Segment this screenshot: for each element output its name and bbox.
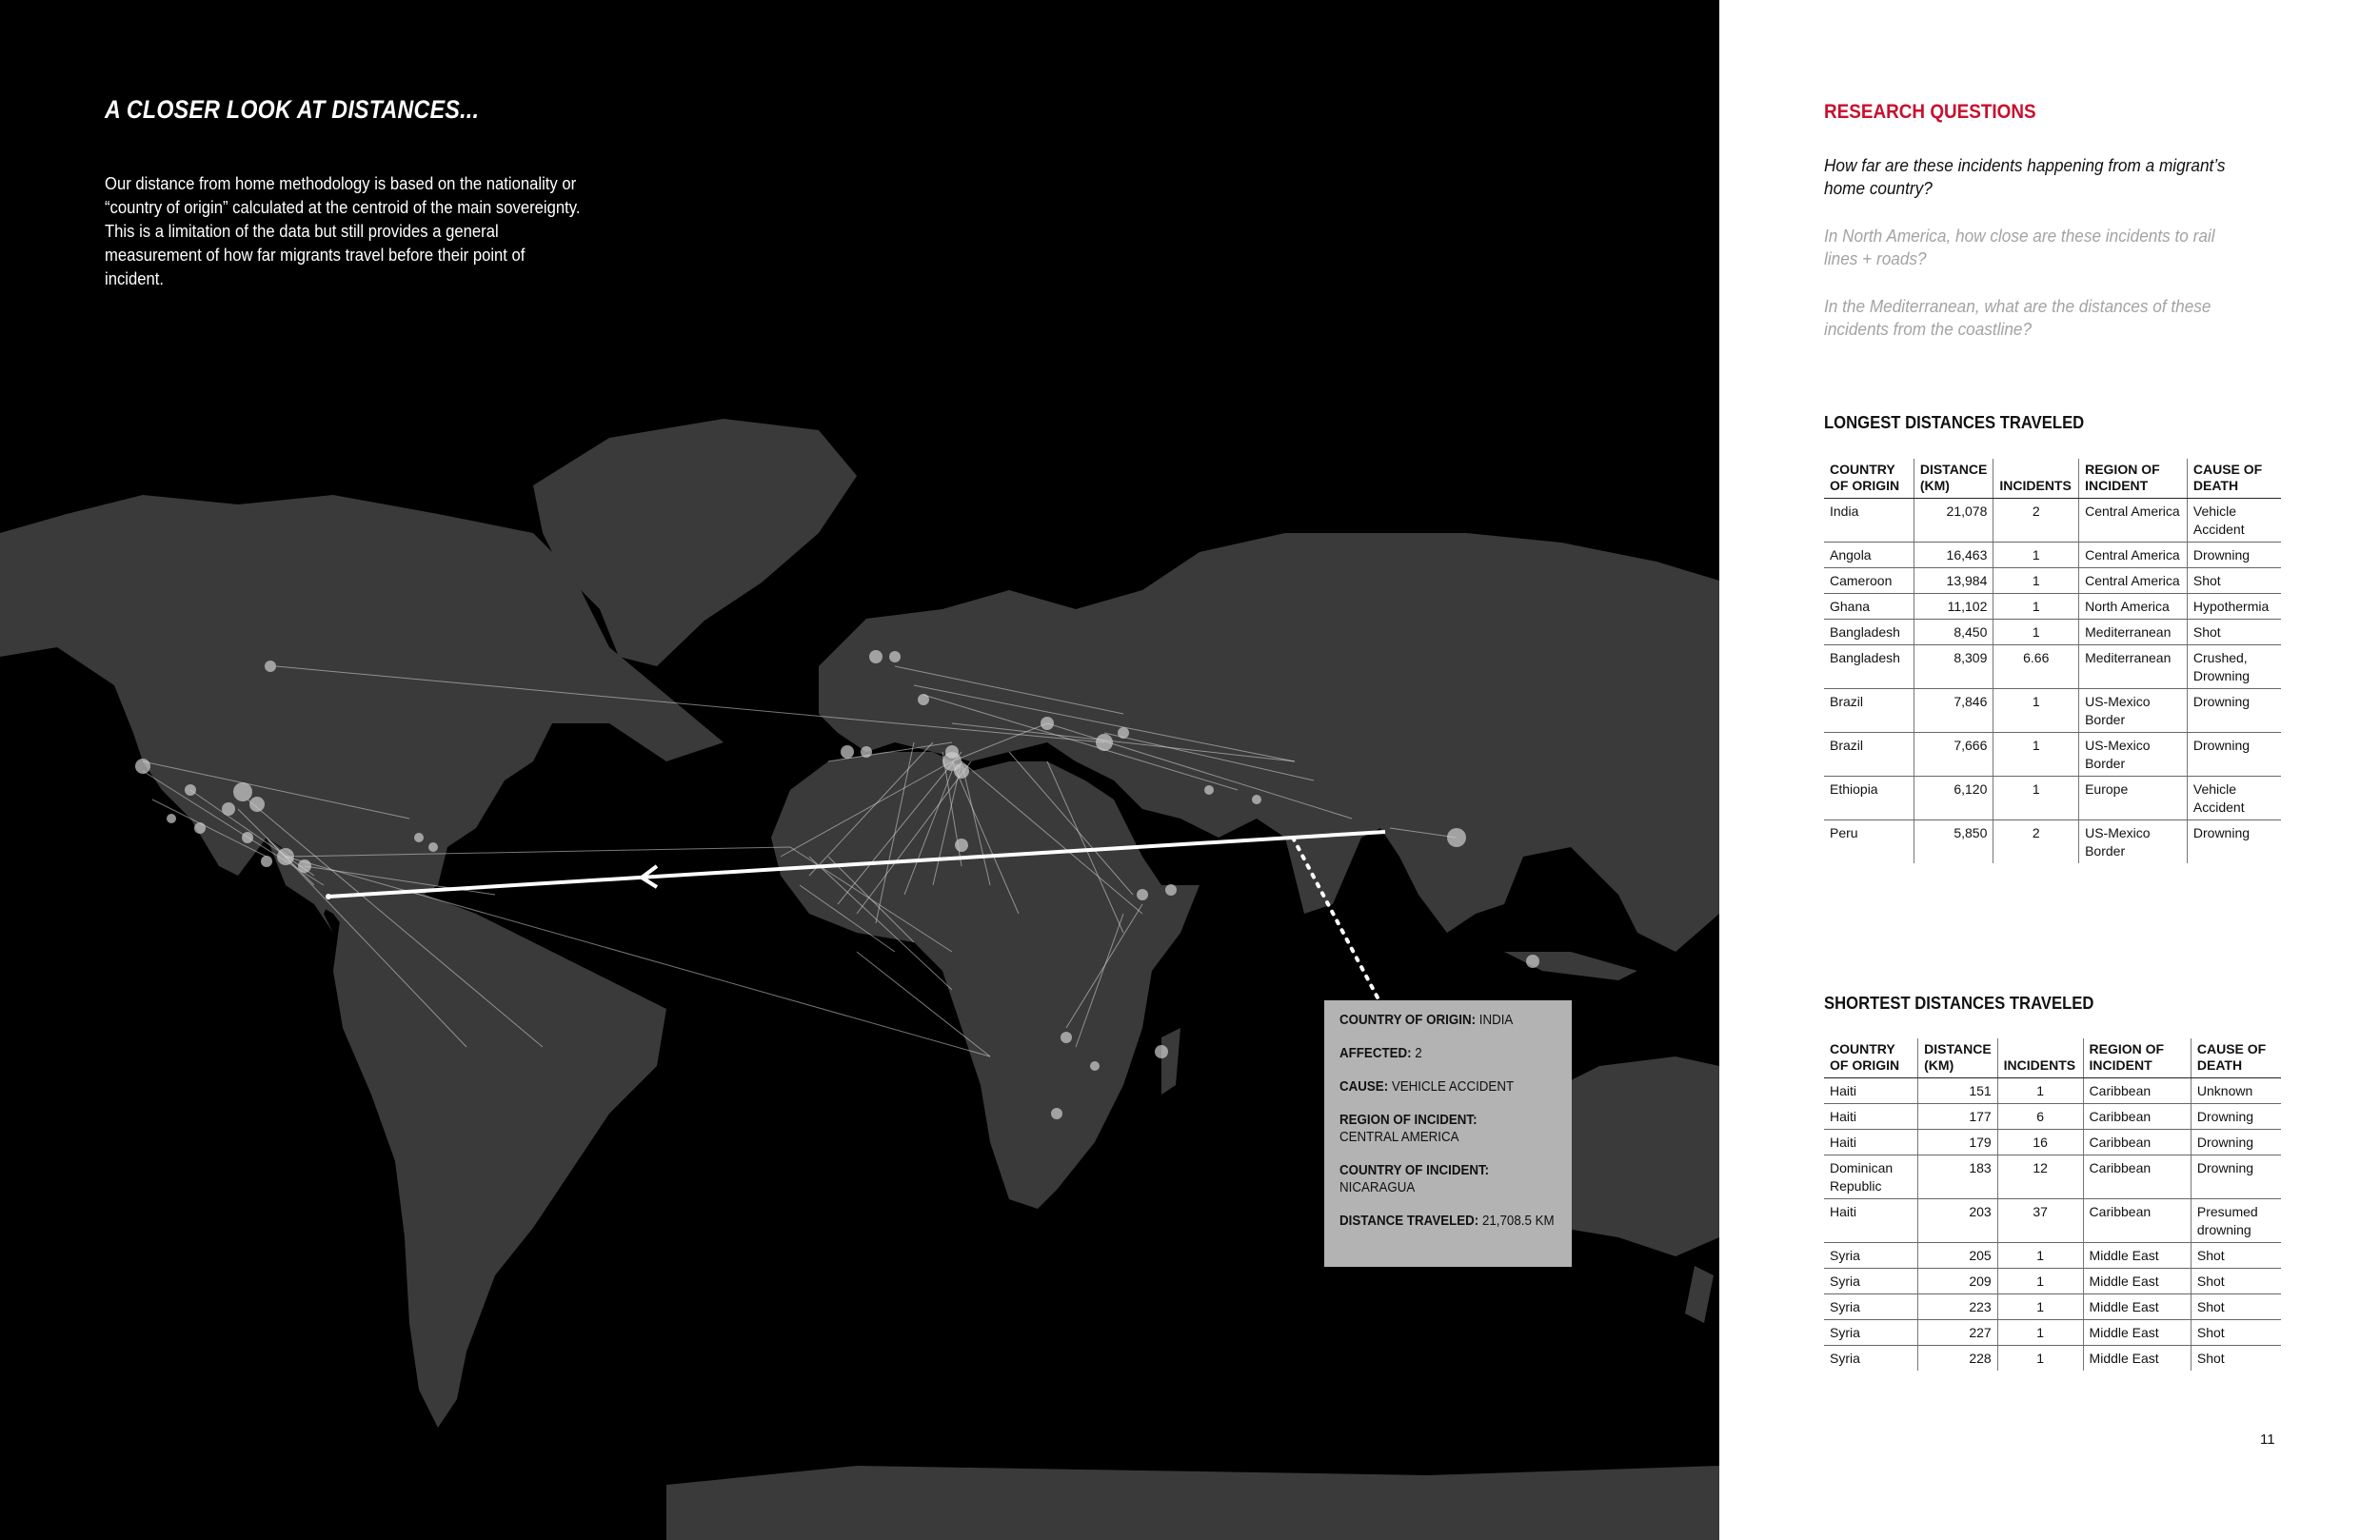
table-row <box>1824 1320 2281 1346</box>
longest-distances-title: LONGEST DISTANCES TRAVELED <box>1824 412 2085 432</box>
col-cause: CAUSE OF DEATH <box>2187 459 2281 499</box>
table-cell: Middle East <box>2083 1294 2191 1320</box>
landmass-new-zealand <box>1685 1266 1714 1323</box>
table-row <box>1824 820 2281 864</box>
col-country: COUNTRY OF ORIGIN <box>1824 1038 1918 1078</box>
table-cell: Angola <box>1824 543 1914 568</box>
table-cell: Caribbean <box>2083 1104 2191 1130</box>
table-cell: 177 <box>1918 1104 1998 1130</box>
table-cell: 223 <box>1918 1294 1998 1320</box>
table-row <box>1824 594 2281 620</box>
table-row <box>1824 1104 2281 1130</box>
landmass-madagascar <box>1161 1028 1180 1095</box>
table-cell: Haiti <box>1824 1199 1918 1243</box>
table-cell: Middle East <box>2083 1346 2191 1372</box>
table-cell: 1 <box>1993 620 2079 645</box>
landmass-antarctica <box>666 1466 1719 1540</box>
table-cell: 1 <box>1993 733 2079 777</box>
table-cell: Drowning <box>2187 733 2281 777</box>
table-cell: Haiti <box>1824 1078 1918 1104</box>
table-header-row <box>1824 1038 2281 1078</box>
table-cell: Ethiopia <box>1824 777 1914 820</box>
table-cell: Shot <box>2191 1320 2281 1346</box>
table-cell: Caribbean <box>2083 1078 2191 1104</box>
table-cell: Mediterranean <box>2079 645 2188 689</box>
shortest-distances-title: SHORTEST DISTANCES TRAVELED <box>1824 993 2094 1013</box>
table-header-row <box>1824 459 2281 499</box>
research-question: In the Mediterranean, what are the distances of these incidents from the coastline? <box>1824 296 2211 339</box>
table-cell: 16 <box>1997 1130 2083 1155</box>
table-row <box>1824 620 2281 645</box>
table-cell: 1 <box>1997 1078 2083 1104</box>
table-row <box>1824 689 2281 733</box>
table-row <box>1824 1269 2281 1294</box>
table-cell: 209 <box>1918 1269 1998 1294</box>
table-cell: Bangladesh <box>1824 645 1914 689</box>
table-cell: 1 <box>1997 1346 2083 1372</box>
shortest-distances-table <box>1824 1038 2281 1371</box>
table-cell: 2 <box>1993 499 2079 543</box>
table-row <box>1824 1199 2281 1243</box>
page-title: A CLOSER LOOK AT DISTANCES... <box>105 95 480 124</box>
table-cell: 6,120 <box>1914 777 1993 820</box>
landmasses <box>0 419 1719 1540</box>
table-cell: 5,850 <box>1914 820 1993 864</box>
table-cell: Drowning <box>2187 689 2281 733</box>
table-cell: 37 <box>1997 1199 2083 1243</box>
table-cell: Central America <box>2079 543 2188 568</box>
table-cell: Central America <box>2079 568 2188 594</box>
table-cell: Brazil <box>1824 733 1914 777</box>
table-row <box>1824 1155 2281 1199</box>
table-cell: Middle East <box>2083 1320 2191 1346</box>
table-cell: Syria <box>1824 1243 1918 1269</box>
research-question: In North America, how close are these incidents to rail lines + roads? <box>1824 226 2215 268</box>
table-cell: Central America <box>2079 499 2188 543</box>
table-cell: 13,984 <box>1914 568 1993 594</box>
research-questions-title: RESEARCH QUESTIONS <box>1824 101 2036 123</box>
table-cell: 151 <box>1918 1078 1998 1104</box>
landmass-africa <box>771 752 1200 1209</box>
table-cell: Drowning <box>2191 1130 2281 1155</box>
table-cell: 205 <box>1918 1243 1998 1269</box>
table-cell: Middle East <box>2083 1269 2191 1294</box>
table-cell: US-Mexico Border <box>2079 733 2188 777</box>
table-row <box>1824 1294 2281 1320</box>
table-cell: Haiti <box>1824 1130 1918 1155</box>
tooltip-affected: AFFECTED: 2 <box>1339 1046 1422 1061</box>
table-cell: Shot <box>2187 620 2281 645</box>
table-cell: 227 <box>1918 1320 1998 1346</box>
table-cell: 228 <box>1918 1346 1998 1372</box>
table-cell: Vehicle Accident <box>2187 499 2281 543</box>
table-cell: Bangladesh <box>1824 620 1914 645</box>
table-cell: Shot <box>2191 1294 2281 1320</box>
intro-paragraph: Our distance from home methodology is based on the nationality or “country of origin” calculated at the centroid of the main sovereignty. This is a limitation of the data but still provides a general measurement of how far migrants travel before their point of incident. <box>105 173 581 288</box>
table-cell: 179 <box>1918 1130 1998 1155</box>
table-cell: North America <box>2079 594 2188 620</box>
col-distance: DISTANCE (KM) <box>1914 459 1993 499</box>
table-cell: Ghana <box>1824 594 1914 620</box>
table-cell: Shot <box>2187 568 2281 594</box>
page-number: 11 <box>2260 1431 2275 1448</box>
tooltip-origin: COUNTRY OF ORIGIN: INDIA <box>1339 1013 1514 1028</box>
table-cell: 1 <box>1993 777 2079 820</box>
col-region: REGION OF INCIDENT <box>2083 1038 2191 1078</box>
table-cell: Caribbean <box>2083 1199 2191 1243</box>
table-cell: US-Mexico Border <box>2079 820 2188 864</box>
table-cell: 1 <box>1993 594 2079 620</box>
table-row <box>1824 499 2281 543</box>
col-cause: CAUSE OF DEATH <box>2191 1038 2281 1078</box>
table-row <box>1824 777 2281 820</box>
table-cell: Shot <box>2191 1243 2281 1269</box>
table-cell: 12 <box>1997 1155 2083 1199</box>
table-cell: 6 <box>1997 1104 2083 1130</box>
table-cell: 8,309 <box>1914 645 1993 689</box>
table-cell: Mediterranean <box>2079 620 2188 645</box>
table-cell: 8,450 <box>1914 620 1993 645</box>
table-cell: 1 <box>1993 568 2079 594</box>
table-cell: Syria <box>1824 1320 1918 1346</box>
table-cell: Europe <box>2079 777 2188 820</box>
table-row <box>1824 1078 2281 1104</box>
tooltip-distance: DISTANCE TRAVELED: 21,708.5 KM <box>1339 1214 1555 1229</box>
tooltip-region: REGION OF INCIDENT: CENTRAL AMERICA <box>1339 1113 1478 1145</box>
table-cell: Haiti <box>1824 1104 1918 1130</box>
table-cell: 1 <box>1997 1294 2083 1320</box>
table-cell: 7,666 <box>1914 733 1993 777</box>
table-cell: 16,463 <box>1914 543 1993 568</box>
col-incidents: INCIDENTS <box>1993 459 2079 499</box>
table-cell: 1 <box>1993 689 2079 733</box>
table-row <box>1824 733 2281 777</box>
table-cell: Brazil <box>1824 689 1914 733</box>
longest-distances-table <box>1824 459 2281 863</box>
table-cell: Syria <box>1830 1351 1860 1366</box>
landmass-southeast-asia <box>1504 952 1637 980</box>
tooltip-cause: CAUSE: VEHICLE ACCIDENT <box>1339 1079 1515 1095</box>
table-cell: Drowning <box>2187 820 2281 864</box>
tooltip-country: COUNTRY OF INCIDENT: NICARAGUA <box>1339 1163 1490 1195</box>
table-cell: Peru <box>1830 825 1858 840</box>
col-country: COUNTRY OF ORIGIN <box>1824 459 1914 499</box>
table-cell: Unknown <box>2191 1078 2281 1104</box>
table-cell: Caribbean <box>2083 1130 2191 1155</box>
table-cell: Drowning <box>2191 1104 2281 1130</box>
landmass-south-america <box>333 885 666 1428</box>
table-cell: 203 <box>1918 1199 1998 1243</box>
table-cell: India <box>1824 499 1914 543</box>
table-cell: Dominican Republic <box>1824 1155 1918 1199</box>
table-cell: Presumed drowning <box>2191 1199 2281 1243</box>
table-cell: 11,102 <box>1914 594 1993 620</box>
col-region: REGION OF INCIDENT <box>2079 459 2188 499</box>
table-cell: 1 <box>1997 1320 2083 1346</box>
table-row <box>1824 1243 2281 1269</box>
col-incidents: INCIDENTS <box>1997 1038 2083 1078</box>
table-row <box>1824 1346 2281 1372</box>
table-cell: Middle East <box>2083 1243 2191 1269</box>
text-panel <box>1719 0 2380 1540</box>
table-row <box>1824 568 2281 594</box>
table-cell: 1 <box>1997 1269 2083 1294</box>
table-row <box>1824 543 2281 568</box>
col-distance: DISTANCE (KM) <box>1918 1038 1998 1078</box>
table-cell: Crushed, Drowning <box>2187 645 2281 689</box>
table-cell: 1 <box>1993 543 2079 568</box>
table-cell: Drowning <box>2191 1155 2281 1199</box>
table-cell: Hypothermia <box>2187 594 2281 620</box>
table-cell: Cameroon <box>1824 568 1914 594</box>
table-cell: US-Mexico Border <box>2079 689 2188 733</box>
table-cell: 2 <box>1993 820 2079 864</box>
research-question: How far are these incidents happening from a migrant’s home country? <box>1824 155 2226 198</box>
table-cell: Drowning <box>2187 543 2281 568</box>
table-cell: 7,846 <box>1914 689 1993 733</box>
table-cell: Vehicle Accident <box>2187 777 2281 820</box>
table-cell: 6.66 <box>1993 645 2079 689</box>
table-cell: Shot <box>2191 1269 2281 1294</box>
table-row <box>1824 645 2281 689</box>
table-cell: 183 <box>1918 1155 1998 1199</box>
table-cell: Shot <box>2191 1346 2281 1372</box>
table-row <box>1824 1130 2281 1155</box>
table-cell: 1 <box>1997 1243 2083 1269</box>
table-cell: Syria <box>1824 1294 1918 1320</box>
table-cell: 21,078 <box>1914 499 1993 543</box>
map-tooltip <box>1324 1000 1572 1267</box>
table-cell: Caribbean <box>2083 1155 2191 1199</box>
table-cell: Syria <box>1824 1269 1918 1294</box>
